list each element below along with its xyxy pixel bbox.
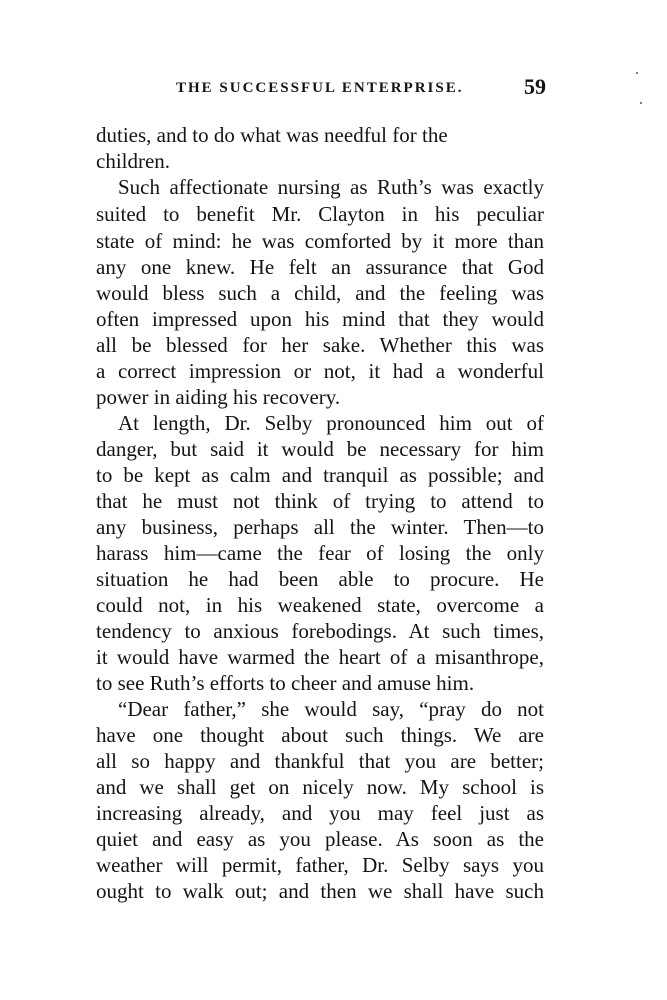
text-line-20: tendency to anxious forebodings. At such times,: [96, 619, 544, 643]
text-line-5: state of mind: he was comforted by it more than: [96, 229, 544, 253]
text-line-11: power in aiding his recovery.: [96, 385, 341, 409]
page-header: [96, 74, 546, 108]
text-line-3: Such affectionate nursing as Ruth’s was exactly: [118, 175, 544, 199]
text-line-13: danger, but said it would be necessary for him: [96, 437, 544, 461]
text-line-26: and we shall get on nicely now. My school is: [96, 775, 544, 799]
text-line-7: would bless such a child, and the feeling was: [96, 281, 544, 305]
text-line-29: weather will permit, father, Dr. Selby says you: [96, 853, 544, 877]
text-line-16: any business, perhaps all the winter. Then—to: [96, 515, 544, 539]
margin-speck: [640, 102, 642, 104]
text-line-27: increasing already, and you may feel just as: [96, 801, 544, 825]
text-line-22: to see Ruth’s efforts to cheer and amuse him.: [96, 671, 475, 695]
text-line-9: all be blessed for her sake. Whether this was: [96, 333, 544, 357]
text-line-8: often impressed upon his mind that they would: [96, 307, 544, 331]
running-head: THE SUCCESSFUL ENTERPRISE.: [176, 80, 464, 96]
text-line-12: At length, Dr. Selby pronounced him out of: [118, 411, 544, 435]
text-line-17: harass him—came the fear of losing the only: [96, 541, 544, 565]
text-line-10: a correct impression or not, it had a wonderful: [96, 359, 544, 383]
text-line-1: duties, and to do what was needful for the: [96, 123, 448, 147]
page-number: 59: [524, 74, 546, 99]
text-line-2: children.: [96, 149, 171, 173]
text-line-24: have one thought about such things. We are: [96, 723, 544, 747]
text-line-14: to be kept as calm and tranquil as possible; and: [96, 463, 544, 487]
margin-speck: [636, 72, 638, 74]
text-line-19: could not, in his weakened state, overcome a: [96, 593, 544, 617]
text-line-4: suited to benefit Mr. Clayton in his peculiar: [96, 202, 544, 226]
text-line-21: it would have warmed the heart of a misanthrope,: [96, 645, 544, 669]
text-line-25: all so happy and thankful that you are better;: [96, 749, 544, 773]
text-line-18: situation he had been able to procure. He: [96, 567, 544, 591]
text-line-30: ought to walk out; and then we shall have such: [96, 879, 544, 903]
text-line-6: any one knew. He felt an assurance that God: [96, 255, 544, 279]
text-line-15: that he must not think of trying to attend to: [96, 489, 544, 513]
text-line-28: quiet and easy as you please. As soon as the: [96, 827, 544, 851]
text-line-23: “Dear father,” she would say, “pray do not: [118, 697, 544, 721]
